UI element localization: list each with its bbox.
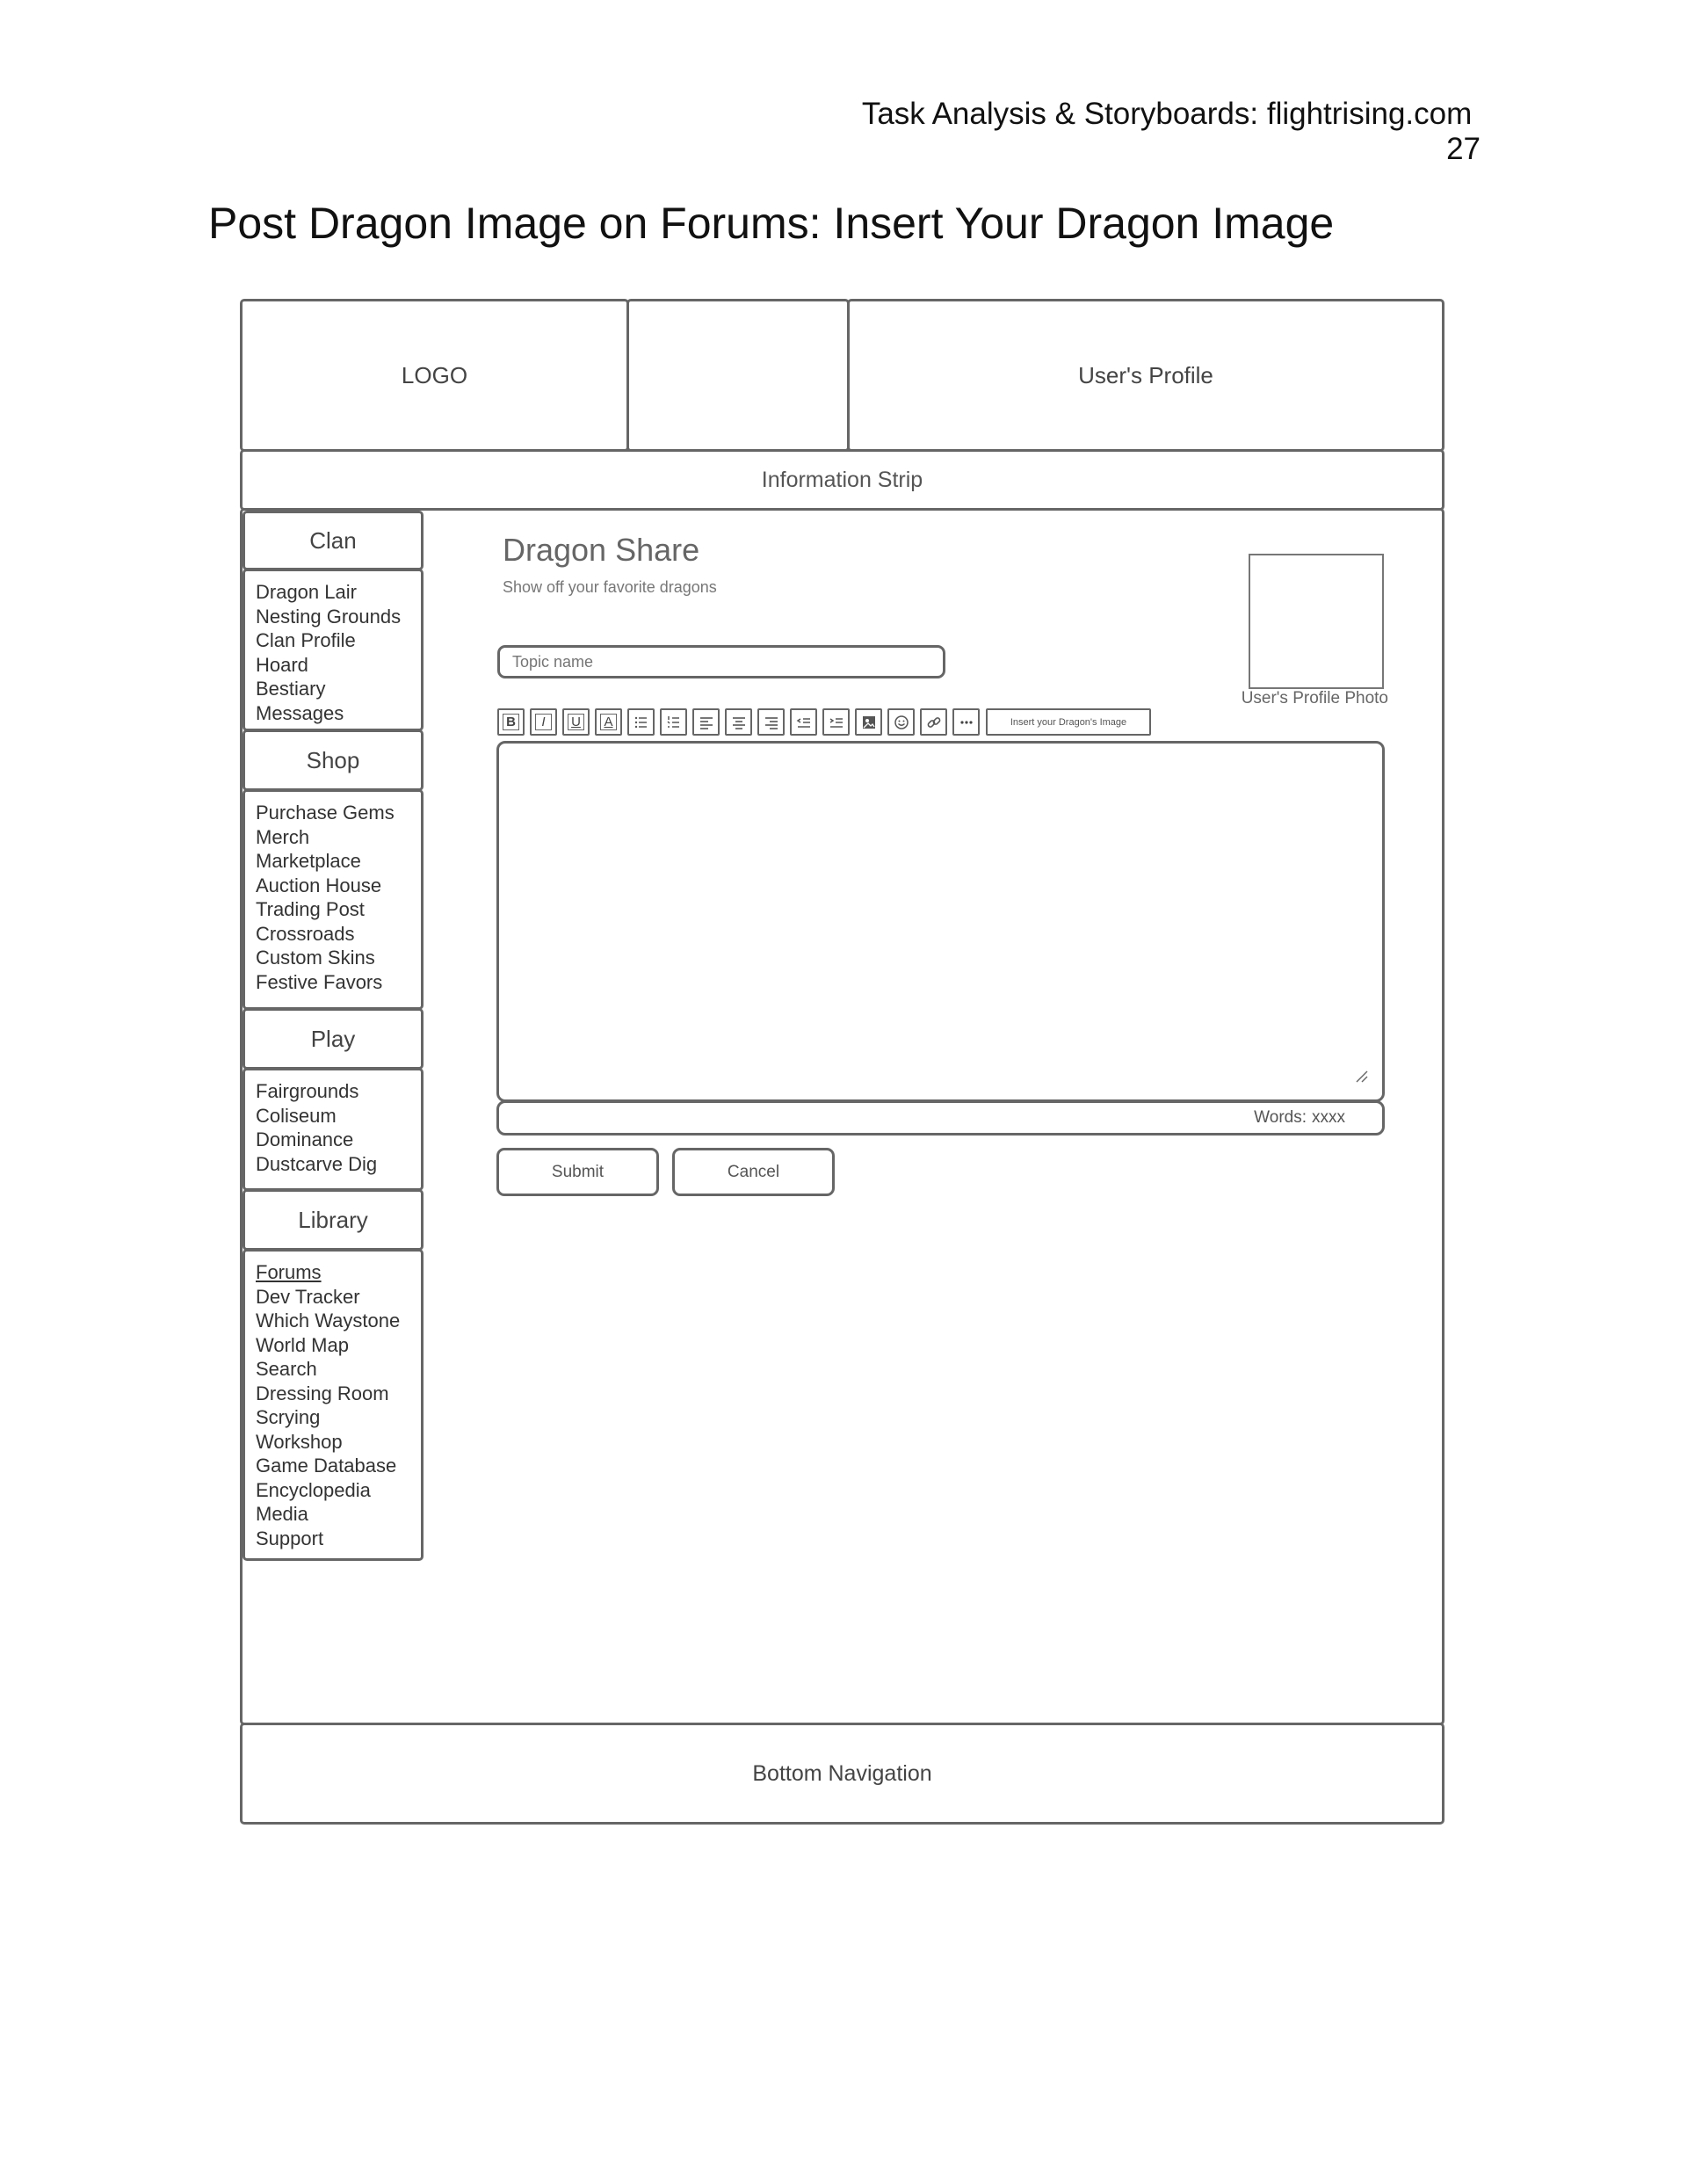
sidebar-item-merch[interactable]: Merch [256,825,310,848]
word-count-bar [496,1100,1385,1136]
sidebar-list-shop [243,789,424,1010]
bullet-list-icon [633,714,650,731]
insert-link-button[interactable] [920,708,947,736]
sidebar-list-play [243,1068,424,1191]
sidebar-item-world-map[interactable]: World Map [256,1333,349,1356]
sidebar-item-which-waystone[interactable]: Which Waystone [256,1310,401,1331]
sidebar-item-coliseum[interactable]: Coliseum [256,1104,337,1127]
bullet-list-button[interactable] [627,708,655,736]
numbered-list-button[interactable] [660,708,687,736]
sidebar-item-clan-profile[interactable]: Clan Profile [256,629,356,651]
sidebar-item-crossroads[interactable]: Crossroads [256,922,355,945]
sidebar-item-marketplace[interactable]: Marketplace [256,850,361,872]
sidebar-heading-clan[interactable]: Clan [243,511,424,570]
indent-button[interactable] [822,708,850,736]
sidebar-list-clan [243,569,424,731]
sidebar-item-auction-house[interactable]: Auction House [256,874,382,896]
sidebar-item-fairgrounds[interactable]: Fairgrounds [256,1080,359,1102]
sidebar-item-dev-tracker[interactable]: Dev Tracker [256,1285,360,1308]
users-profile[interactable]: User's Profile [847,299,1444,452]
forum-title: Dragon Share [503,532,700,568]
header-text: Task Analysis & Storyboards: flightrising.com [861,97,1473,131]
text-color-icon: A [600,714,617,730]
indent-icon [828,714,845,731]
link-icon [925,714,943,731]
sidebar-item-game-database[interactable]: Game Database [256,1455,397,1477]
sidebar-item-workshop[interactable]: Workshop [256,1430,343,1453]
italic-icon: I [535,714,552,730]
emoji-button[interactable] [887,708,915,736]
page-title: Post Dragon Image on Forums: Insert Your Dragon Image [208,199,1335,248]
outdent-button[interactable] [790,708,817,736]
underline-icon: U [568,714,584,730]
sidebar-item-media[interactable]: Media [256,1503,308,1525]
italic-button[interactable] [530,708,557,736]
resize-handle-icon[interactable] [1353,1068,1369,1084]
bold-icon: B [503,714,519,730]
document-header [826,97,1481,167]
submit-button[interactable]: Submit [496,1148,659,1196]
page-number: 27 [1446,132,1481,166]
cancel-button[interactable]: Cancel [672,1148,835,1196]
image-icon [860,714,878,731]
logo[interactable]: LOGO [240,299,629,452]
word-count-value: xxxx [1312,1108,1345,1127]
sidebar-item-hoard[interactable]: Hoard [256,653,308,676]
sidebar-item-nesting-grounds[interactable]: Nesting Grounds [256,605,402,628]
forum-subtitle: Show off your favorite dragons [503,578,717,596]
sidebar-item-festive-favors[interactable]: Festive Favors [256,970,383,993]
sidebar-item-scrying[interactable]: Scrying [256,1406,321,1428]
user-profile-photo [1249,554,1384,689]
sidebar-item-dragon-lair[interactable]: Dragon Lair [256,581,357,603]
sidebar-heading-library[interactable]: Library [243,1189,424,1251]
align-left-button[interactable] [692,708,720,736]
topic-name-input[interactable] [497,645,945,678]
align-right-button[interactable] [757,708,785,736]
sidebar-item-support[interactable]: Support [256,1527,324,1549]
sidebar-item-dustcarve-dig[interactable]: Dustcarve Dig [256,1152,378,1175]
sidebar-heading-shop[interactable]: Shop [243,729,424,791]
more-icon [958,714,975,731]
smiley-icon [893,714,910,731]
sidebar-item-dressing-room[interactable]: Dressing Room [256,1382,389,1404]
sidebar-heading-play[interactable]: Play [243,1008,424,1070]
more-options-button[interactable] [952,708,980,736]
outdent-icon [795,714,813,731]
post-body-textarea[interactable] [496,741,1385,1102]
align-left-icon [698,714,715,731]
align-right-icon [763,714,780,731]
sidebar-item-bestiary[interactable]: Bestiary [256,678,326,700]
sidebar-item-encyclopedia[interactable]: Encyclopedia [256,1478,371,1501]
profile-photo-label: User's Profile Photo [1241,689,1388,707]
bold-button[interactable] [497,708,525,736]
information-strip: Information Strip [240,449,1444,511]
sidebar-item-custom-skins[interactable]: Custom Skins [256,947,375,969]
header-spacer [626,299,850,452]
sidebar-item-messages[interactable]: Messages [256,701,344,724]
sidebar-item-purchase-gems[interactable]: Purchase Gems [256,802,395,824]
sidebar-item-forums[interactable]: Forums [256,1261,322,1283]
align-center-icon [730,714,748,731]
insert-image-button[interactable] [855,708,882,736]
numbered-list-icon [665,714,683,731]
insert-dragon-image-button[interactable]: Insert your Dragon's Image [986,708,1151,736]
text-color-button[interactable] [595,708,622,736]
sidebar-item-search[interactable]: Search [256,1358,317,1380]
bottom-navigation[interactable]: Bottom Navigation [240,1723,1444,1825]
underline-button[interactable] [562,708,590,736]
sidebar-item-dominance[interactable]: Dominance [256,1128,354,1150]
align-center-button[interactable] [725,708,752,736]
word-count-label: Words: [1254,1108,1307,1127]
sidebar-list-library [243,1249,424,1561]
sidebar-item-trading-post[interactable]: Trading Post [256,898,365,920]
